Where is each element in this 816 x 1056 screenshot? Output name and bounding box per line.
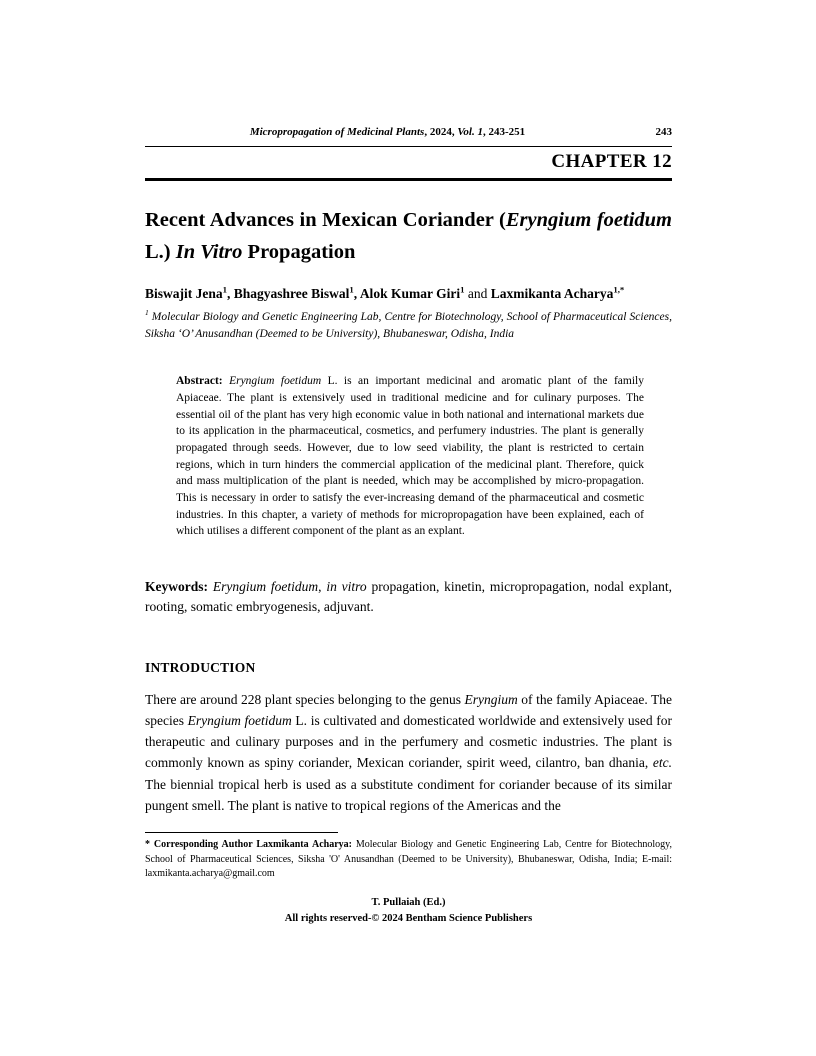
corresponding-author-footnote: * Corresponding Author Laxmikanta Acharya: Molecular Biology and Genetic Engineering Lab, Centre for Biotechnology, School of Pharmaceutical Sciences, Siksha 'O' Anusandhan (Deemed to be University), Bhubaneswar, Odisha, India; E-mail: laxmikanta.acharya@gmail.com bbox=[145, 839, 672, 879]
keywords-paragraph: Keywords: Eryngium foetidum, in vitro propagation, kinetin, micropropagation, nodal explant, rooting, somatic embryogenesis, adjuvant. bbox=[145, 579, 672, 615]
affiliation: $^1$ Molecular Biology and Genetic Engineering Lab, Centre for Biotechnology, School of Pharmaceutical Sciences, Siksha ‘O’ Anusandhan (Deemed to be University), Bhubaneswar, Odisha, India bbox=[145, 307, 672, 341]
header-rule-thick bbox=[145, 178, 672, 181]
chapter-title: Recent Advances in Mexican Coriander (Eryngium foetidum L.) In Vitro Propagation bbox=[145, 209, 672, 263]
running-head bbox=[145, 126, 672, 138]
introduction-paragraph: There are around 228 plant species belonging to the genus Eryngium of the family Apiaceae. The species Eryngium foetidum L. is cultivated and domesticated worldwide and extensively used for therapeutic and culinary purposes and in the perfumery and cosmetic industries. The plant is commonly known as spiny coriander, Mexican coriander, spirit weed, cilantro, ban dhania, etc. The biennial tropical herb is used as a substitute condiment for coriander because of its similar pungent smell. The plant is native to tropical regions of the Americas and the bbox=[145, 691, 673, 814]
footer-rights: All rights reserved-© 2024 Bentham Science Publishers bbox=[284, 912, 533, 924]
page-number: 243 bbox=[655, 126, 672, 138]
authors-line: Biswajit Jena$^1$, Bhagyashree Biswal$^1$, Alok Kumar Giri$^1$ and Laxmikanta Acharya$^{1,*}$ bbox=[145, 284, 625, 301]
journal-citation: Micropropagation of Medicinal Plants, 2024, Vol. 1, 243-251 bbox=[249, 126, 526, 138]
section-heading-introduction: INTRODUCTION bbox=[145, 659, 256, 675]
footnote-block bbox=[145, 832, 672, 881]
footer-editor: T. Pullaiah (Ed.) bbox=[371, 897, 446, 909]
header-rule-thin bbox=[145, 146, 672, 147]
chapter-label: CHAPTER 12 bbox=[551, 151, 672, 172]
footnote-rule bbox=[145, 832, 338, 833]
page-footer bbox=[145, 895, 672, 927]
abstract-paragraph: Abstract: Eryngium foetidum L. is an important medicinal and aromatic plant of the family Apiaceae. The plant is extensively used in traditional medicine and for culinary purposes. The essential oil of the plant has very high economic value in both national and international markets due to its application in the pharmaceutical, cosmetics, and perfumery industries. The plant is generally propagated through seeds. However, due to low seed viability, the plant is restricted to certain regions, which in turn hinders the commercial application of the medicinal plant. Therefore, quick and mass multiplication of the plant is needed, which may be accomplished by micro-propagation. This is necessary in order to satisfy the ever-increasing demand of the pharmaceutical and cosmetic industries. In this chapter, a variety of methods for micropropagation have been explained, each of which utilises a different component of the plant as an explant. bbox=[176, 375, 644, 538]
